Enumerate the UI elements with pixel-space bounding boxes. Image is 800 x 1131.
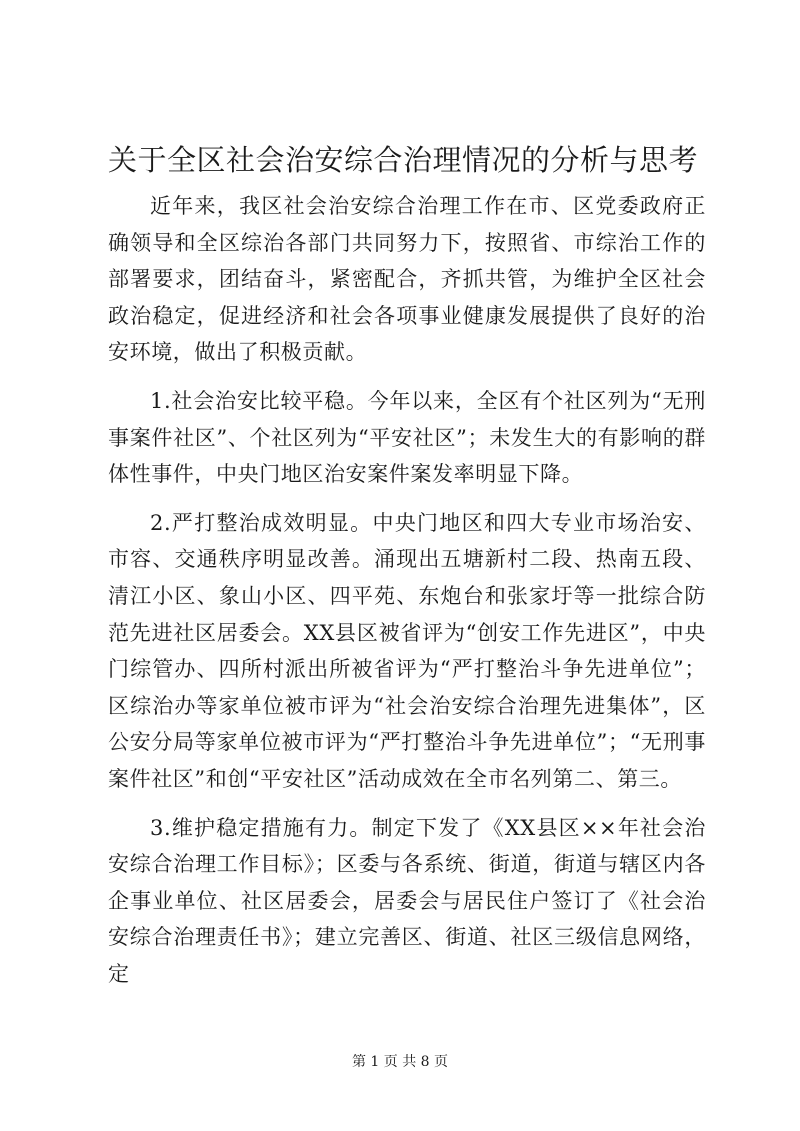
paragraph-item-2: 2.严打整治成效明显。中央门地区和四大专业市场治安、市容、交通秩序明显改善。涌现出五塘新村二段、热南五段、清江小区、象山小区、四平苑、东炮台和张家圩等一批综合防范先进社区居委会。XX县区被省评为“创安工作先进区”，中央门综管办、四所村派出所被省评为“严打整治斗争先进单位”；区综治办等家单位被市评为“社会治安综合治理先进集体”，区公安分局等家单位被市评为“严打整治斗争先进单位”；“无刑事案件社区”和创“平安社区”活动成效在全市名列第二、第三。 bbox=[108, 510, 706, 791]
paragraph-intro: 近年来，我区社会治安综合治理工作在市、区党委政府正确领导和全区综治各部门共同努力下，按照省、市综治工作的部署要求，团结奋斗，紧密配合，齐抓共管，为维护全区社会政治稳定，促进经济和社会各项事业健康发展提供了良好的治安环境，做出了积极贡献。 bbox=[108, 194, 706, 365]
paragraph-item-3: 3.维护稳定措施有力。制定下发了《XX县区××年社会治安综合治理工作目标》；区委与各系统、街道，街道与辖区内各企事业单位、社区居委会，居委会与居民住户签订了《社会治安综合治理责任书》；建立完善区、街道、社区三级信息网络，定 bbox=[108, 815, 706, 986]
paragraph-item-1: 1.社会治安比较平稳。今年以来，全区有个社区列为“无刑事案件社区”、个社区列为“平安社区”；未发生大的有影响的群体性事件，中央门地区治安案件案发率明显下降。 bbox=[108, 388, 706, 487]
document-title: 关于全区社会治安综合治理情况的分析与思考 bbox=[108, 143, 699, 177]
document-body bbox=[108, 188, 706, 1004]
page-footer: 第 1 页 共 8 页 bbox=[351, 1054, 449, 1070]
